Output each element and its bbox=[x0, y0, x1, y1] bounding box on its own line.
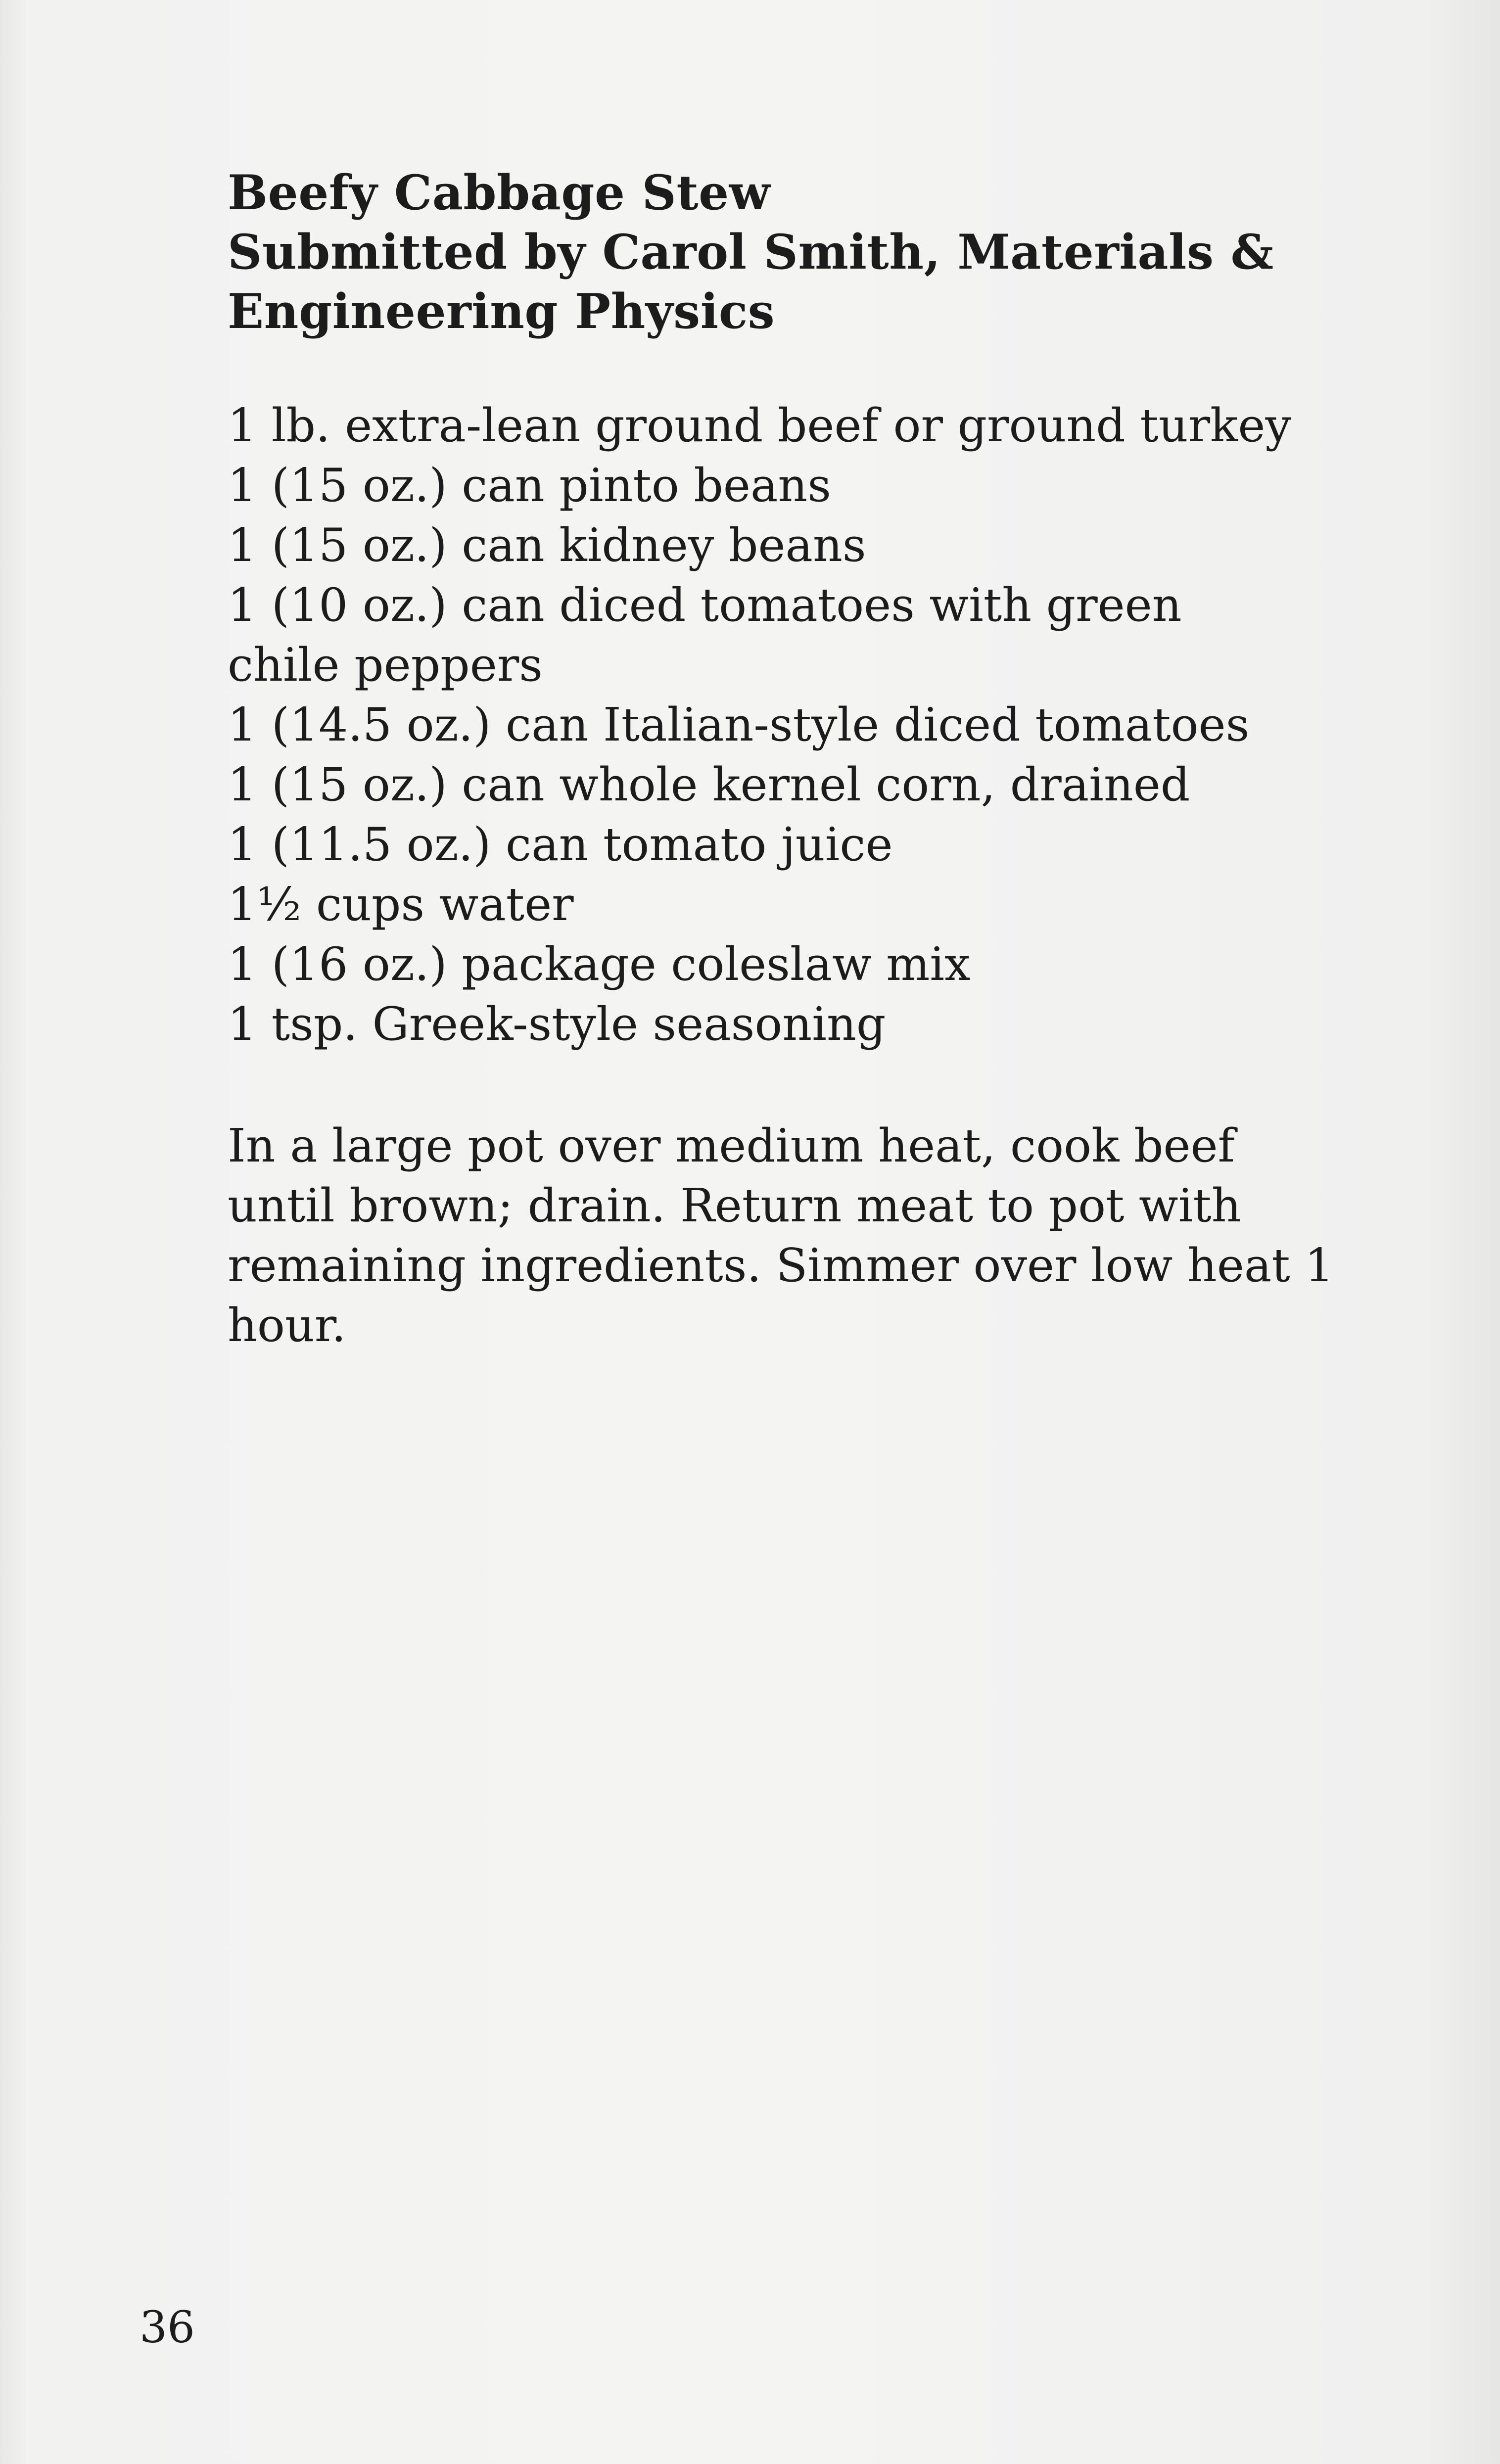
ingredient-item: 1 tsp. Greek-style seasoning bbox=[228, 997, 886, 1051]
page-number: 36 bbox=[140, 2302, 195, 2353]
recipe-title: Beefy Cabbage Stew bbox=[228, 165, 770, 221]
recipe-submitter-department: Engineering Physics bbox=[228, 283, 775, 339]
ingredient-item: 1 (11.5 oz.) can tomato juice bbox=[228, 818, 893, 871]
recipe-submitter: Submitted by Carol Smith, Materials & bbox=[228, 224, 1274, 280]
ingredient-item: 1 (14.5 oz.) can Italian-style diced tomatoes bbox=[228, 698, 1250, 751]
ingredient-item: 1 (15 oz.) can pinto beans bbox=[228, 459, 832, 512]
recipe-header bbox=[228, 163, 1346, 341]
ingredient-item: 1 (10 oz.) can diced tomatoes with green chile peppers bbox=[228, 578, 1182, 692]
recipe-directions: In a large pot over medium heat, cook beef until brown; drain. Return meat to pot with remaining ingredients. Simmer over low heat 1 hour. bbox=[228, 1119, 1334, 1352]
ingredient-item: 1 (15 oz.) can whole kernel corn, drained bbox=[228, 758, 1190, 811]
recipe bbox=[228, 163, 1346, 1355]
ingredient-item: 1½ cups water bbox=[228, 878, 574, 931]
ingredient-list bbox=[228, 396, 1346, 1054]
ingredient-item: 1 (16 oz.) package coleslaw mix bbox=[228, 937, 971, 991]
ingredient-item: 1 (15 oz.) can kidney beans bbox=[228, 518, 866, 572]
ingredient-item: 1 lb. extra-lean ground beef or ground turkey bbox=[228, 399, 1291, 452]
